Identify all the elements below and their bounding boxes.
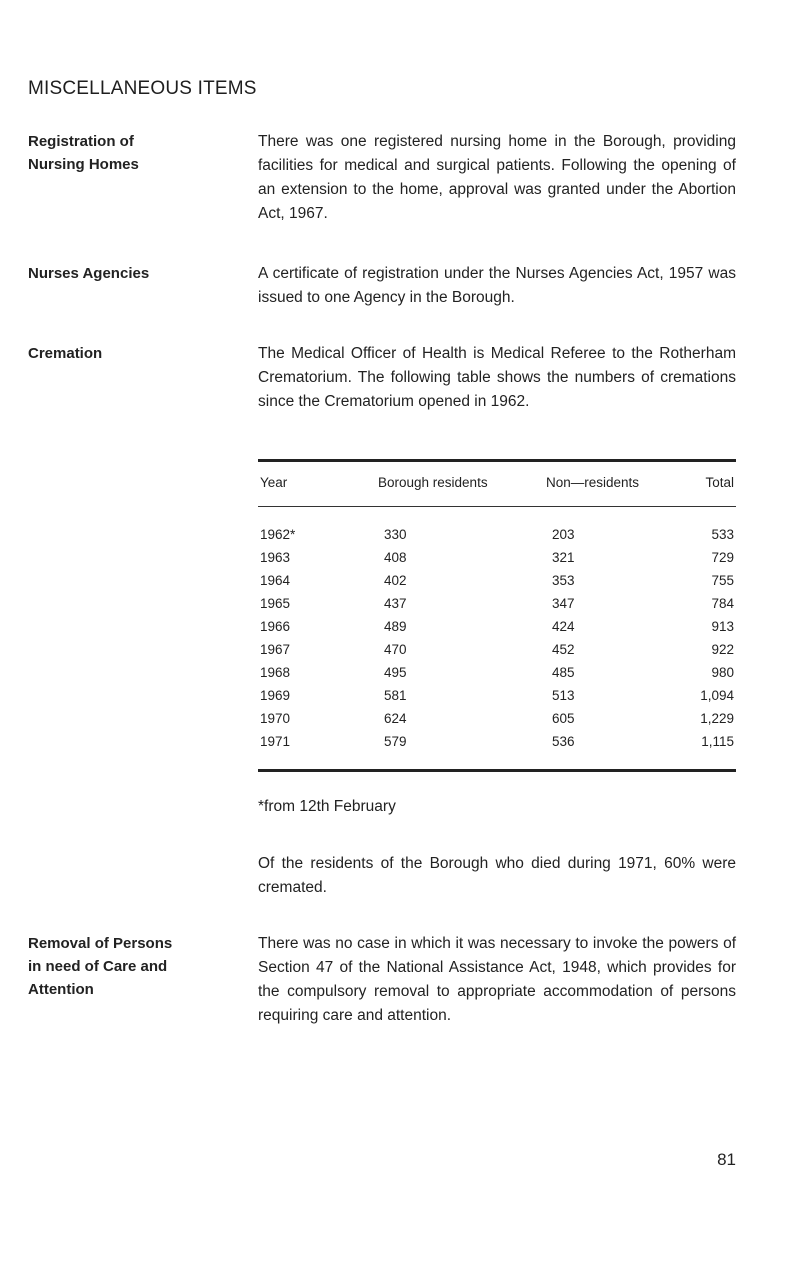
cell-non-residents: 485 xyxy=(552,665,575,680)
header-total: Total xyxy=(705,475,734,490)
cell-non-residents: 424 xyxy=(552,619,575,634)
cremation-heading: Cremation xyxy=(28,345,103,362)
header-year: Year xyxy=(260,475,288,490)
cremation-table xyxy=(258,459,736,775)
cell-year: 1966 xyxy=(260,619,291,634)
page-title: MISCELLANEOUS ITEMS xyxy=(28,78,257,99)
cell-total: 913 xyxy=(711,619,734,634)
removal-paragraph: There was no case in which it was necessary to invoke the powers of Section 47 of the National Assistance Act, 1948, which provides for the compulsory removal to appropriate accommodation of persons requiring care and attention. xyxy=(258,935,736,1024)
nurses-agencies-heading: Nurses Agencies xyxy=(28,265,150,282)
cell-non-residents: 605 xyxy=(552,711,575,726)
removal-heading-line1: Removal of Persons xyxy=(28,935,173,952)
cell-borough: 495 xyxy=(384,665,407,680)
cell-borough: 489 xyxy=(384,619,407,634)
nursing-homes-paragraph: There was one registered nursing home in the Borough, providing facilities for medical and surgical patients. Following the opening of an extension to the home, approval was granted under the Abortion Act, 1967. xyxy=(258,133,736,222)
cell-year: 1963 xyxy=(260,550,291,565)
cremation-paragraph: The Medical Officer of Health is Medical Referee to the Rotherham Crematorium. The following table shows the numbers of cremations since the Crematorium opened in 1962. xyxy=(258,345,736,410)
cell-total: 1,094 xyxy=(700,688,734,703)
cell-year: 1969 xyxy=(260,688,291,703)
cell-non-residents: 452 xyxy=(552,642,575,657)
cell-year: 1970 xyxy=(260,711,291,726)
table-footnote: *from 12th February xyxy=(258,798,396,815)
cell-total: 922 xyxy=(711,642,734,657)
cell-borough: 581 xyxy=(384,688,407,703)
cell-total: 980 xyxy=(711,665,734,680)
cell-non-residents: 347 xyxy=(552,596,575,611)
cell-year: 1964 xyxy=(260,573,291,588)
cremation-note-paragraph: Of the residents of the Borough who died during 1971, 60% were cremated. xyxy=(258,855,736,896)
cell-non-residents: 321 xyxy=(552,550,575,565)
cell-non-residents: 203 xyxy=(552,527,575,542)
cell-year: 1962* xyxy=(260,527,296,542)
cell-total: 784 xyxy=(711,596,734,611)
removal-heading-line2: in need of Care and xyxy=(28,958,168,975)
cell-year: 1967 xyxy=(260,642,291,657)
cell-borough: 624 xyxy=(384,711,407,726)
nursing-homes-heading-line1: Registration of xyxy=(28,133,134,150)
page-number: 81 xyxy=(717,1150,736,1169)
cell-total: 533 xyxy=(711,527,734,542)
nursing-homes-heading xyxy=(28,130,198,176)
cell-total: 1,115 xyxy=(701,734,734,749)
header-borough-residents: Borough residents xyxy=(378,475,488,490)
nursing-homes-heading-line2: Nursing Homes xyxy=(28,156,139,173)
cell-year: 1968 xyxy=(260,665,291,680)
table-bottom-rule xyxy=(258,769,736,772)
removal-heading xyxy=(28,932,198,1001)
header-non-residents: Non—residents xyxy=(546,475,640,490)
cell-year: 1971 xyxy=(260,734,291,749)
cell-non-residents: 513 xyxy=(552,688,575,703)
cell-borough: 408 xyxy=(384,550,407,565)
table-header-rule xyxy=(258,506,736,507)
cell-total: 729 xyxy=(711,550,734,565)
cell-borough: 579 xyxy=(384,734,407,749)
cell-non-residents: 536 xyxy=(552,734,575,749)
cell-non-residents: 353 xyxy=(552,573,575,588)
nurses-agencies-paragraph: A certificate of registration under the Nurses Agencies Act, 1957 was issued to one Agency in the Borough. xyxy=(258,265,736,306)
cell-total: 755 xyxy=(711,573,734,588)
cell-total: 1,229 xyxy=(700,711,734,726)
cell-borough: 330 xyxy=(384,527,407,542)
cell-borough: 402 xyxy=(384,573,407,588)
cell-year: 1965 xyxy=(260,596,291,611)
cell-borough: 437 xyxy=(384,596,407,611)
table-top-rule xyxy=(258,459,736,462)
cell-borough: 470 xyxy=(384,642,407,657)
removal-heading-line3: Attention xyxy=(28,981,94,998)
